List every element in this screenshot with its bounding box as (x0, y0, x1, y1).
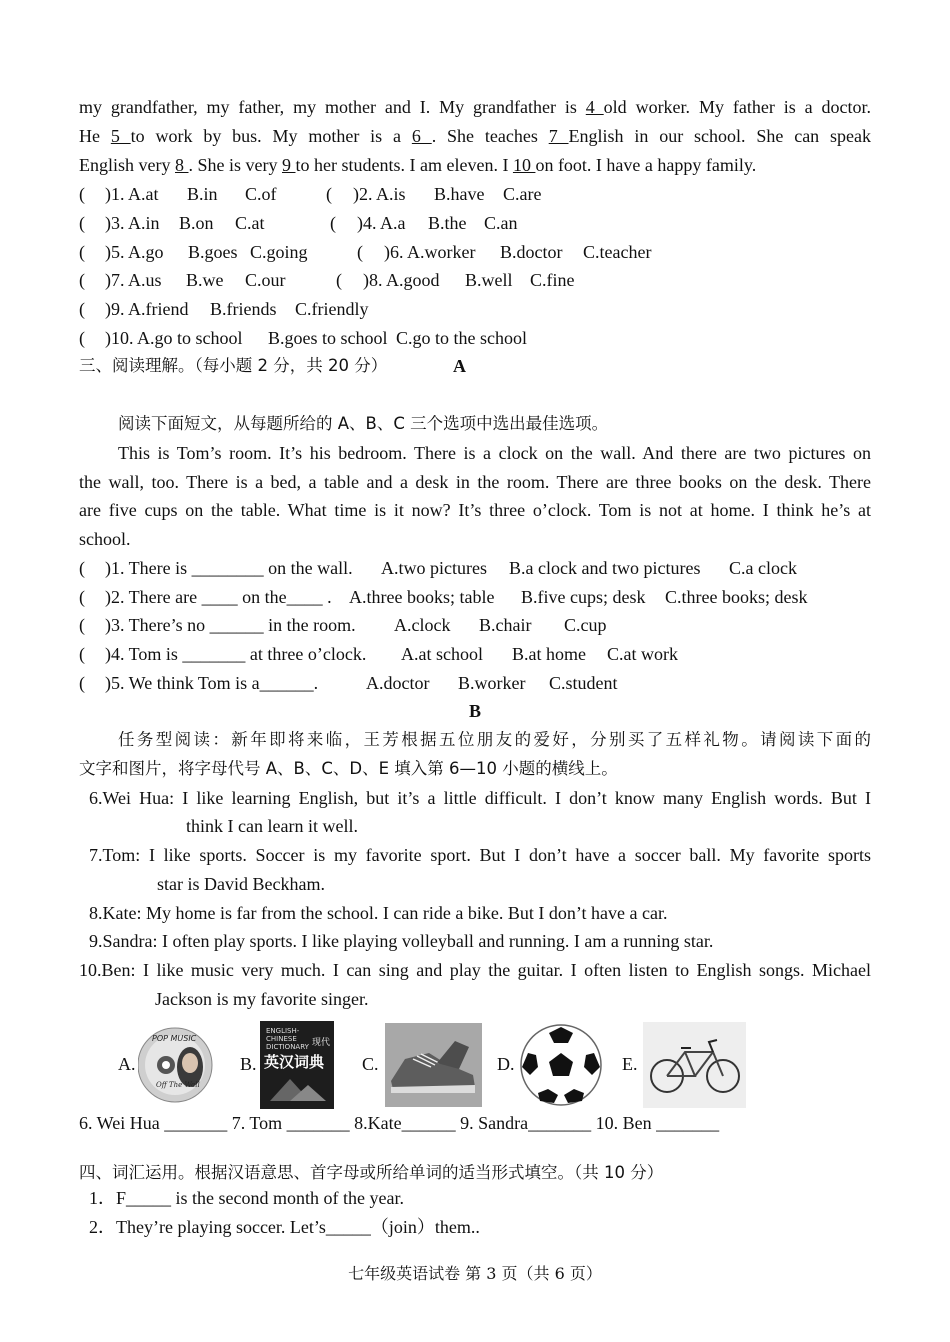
passage-line: This is Tom’s room. It’s his bedroom. There is a clock on the wall. And there are two pictures on (118, 443, 871, 463)
cloze-question-row (79, 184, 871, 204)
text: on foot. I have a happy family. (535, 155, 757, 175)
text: to work by bus. My mother is a (130, 126, 412, 146)
option-c: C.student (549, 673, 618, 693)
answer-paren[interactable]: ( (79, 270, 85, 290)
svg-text:现代: 现代 (312, 1038, 331, 1048)
option-b: B.the (428, 213, 467, 233)
text: old worker. My father is a doctor. (603, 97, 871, 117)
cloze-line-3 (79, 155, 871, 175)
option-c: C.are (503, 184, 542, 204)
bicycle-image (643, 1022, 746, 1108)
svg-text:英汉词典: 英汉词典 (264, 1053, 325, 1071)
answer-paren[interactable]: ( (357, 242, 363, 262)
option-a: )5. A.go (105, 242, 164, 262)
answer-paren[interactable]: ( (79, 615, 85, 635)
vocab-item: 2．They’re playing soccer. Let’s_____（join）them.. (89, 1217, 480, 1237)
option-c: C.friendly (295, 299, 369, 319)
reading-question-row (79, 644, 871, 664)
section-title: 三、阅读理解。（每小题 2 分，共 20 分） (79, 356, 388, 375)
question-stem: )1. There is ________ on the wall. (105, 558, 353, 578)
option-a: )1. A.at (105, 184, 159, 204)
option-b: B.a clock and two pictures (509, 558, 701, 578)
instruction: 阅读下面短文，从每题所给的 A、B、C 三个选项中选出最佳选项。 (118, 414, 609, 433)
statement-wei-hua: 6.Wei Hua: I like learning English, but it’s a little difficult. I don’t know many English words. But I (89, 788, 871, 808)
option-a: A.doctor (366, 673, 430, 693)
option-a: A.at school (401, 644, 483, 664)
answer-paren[interactable]: ( (336, 270, 342, 290)
answer-paren[interactable]: ( (79, 558, 85, 578)
svg-text:Off The Wall: Off The Wall (156, 1081, 200, 1089)
text: . She teaches (431, 126, 549, 146)
option-c: C.cup (564, 615, 607, 635)
cloze-question-row (79, 328, 871, 348)
text: English very (79, 155, 175, 175)
answer-ben[interactable]: 10. Ben _______ (595, 1113, 720, 1133)
option-c: C.of (245, 184, 277, 204)
statement-continuation: Jackson is my favorite singer. (155, 989, 369, 1009)
answer-paren[interactable]: ( (79, 184, 85, 204)
answer-line (79, 1113, 871, 1133)
svg-text:ENGLISH-: ENGLISH- (266, 1027, 300, 1035)
reading-question-row (79, 615, 871, 635)
option-b: B.goes to school (268, 328, 388, 348)
answer-sandra[interactable]: 9. Sandra_______ (460, 1113, 596, 1133)
blank-9: 9 (282, 155, 296, 175)
blank-10: 10 (512, 155, 536, 175)
option-c: C.at work (607, 644, 678, 664)
answer-paren[interactable]: ( (326, 184, 332, 204)
blank-5: 5 (110, 126, 131, 146)
reading-question-row (79, 673, 871, 693)
option-a: )7. A.us (105, 270, 162, 290)
option-a: A.clock (394, 615, 451, 635)
answer-paren[interactable]: ( (79, 587, 85, 607)
section-heading (79, 356, 871, 376)
option-b: B.well (465, 270, 513, 290)
statement-sandra: 9.Sandra: I often play sports. I like playing volleyball and running. I am a running star. (89, 931, 714, 951)
option-c: C.teacher (583, 242, 652, 262)
answer-paren[interactable]: ( (79, 328, 85, 348)
option-b: B.goes (188, 242, 238, 262)
passage-line: the wall, too. There is a bed, a table and a desk in the room. There are three books on the desk. There (79, 472, 871, 492)
answer-wei-hua[interactable]: 6. Wei Hua _______ (79, 1113, 232, 1133)
option-a: )8. A.good (363, 270, 440, 290)
cloze-question-row (79, 213, 871, 233)
option-b: B.at home (512, 644, 586, 664)
text: . She is very (188, 155, 282, 175)
option-a: )3. A.in (105, 213, 160, 233)
choice-label-b: B. (240, 1054, 257, 1074)
option-b: B.we (186, 270, 224, 290)
option-a: )2. A.is (353, 184, 406, 204)
choice-label-e: E. (622, 1054, 638, 1074)
option-b: B.worker (458, 673, 526, 693)
question-stem: )2. There are ____ on the____ . (105, 587, 332, 607)
option-b: B.friends (210, 299, 277, 319)
option-a: )6. A.worker (384, 242, 476, 262)
answer-paren[interactable]: ( (79, 299, 85, 319)
cd-image (138, 1023, 213, 1107)
cloze-line-2 (79, 126, 871, 146)
choice-label-c: C. (362, 1054, 379, 1074)
part-label: A (453, 356, 466, 376)
statement-continuation: star is David Beckham. (157, 874, 325, 894)
option-b: B.have (434, 184, 485, 204)
statement-kate: 8.Kate: My home is far from the school. I can ride a bike. But I don’t have a car. (89, 903, 668, 923)
option-c: C.three books; desk (665, 587, 808, 607)
blank-6: 6 (411, 126, 432, 146)
option-a: )9. A.friend (105, 299, 189, 319)
option-c: C.fine (530, 270, 575, 290)
blank-8: 8 (175, 155, 189, 175)
answer-tom[interactable]: 7. Tom _______ (231, 1113, 355, 1133)
statement-ben: 10.Ben: I like music very much. I can sing and play the guitar. I often listen to English songs. Michael (79, 960, 871, 980)
text: my grandfather, my father, my mother and I. My grandfather is (79, 97, 586, 117)
question-stem: )5. We think Tom is a______. (105, 673, 319, 693)
answer-paren[interactable]: ( (79, 213, 85, 233)
option-c: C.our (245, 270, 286, 290)
cloze-question-row (79, 299, 871, 319)
choice-label-d: D. (497, 1054, 515, 1074)
page-footer: 七年级英语试卷 第 3 页（共 6 页） (348, 1264, 602, 1283)
option-c: C.an (484, 213, 518, 233)
svg-text:DICTIONARY: DICTIONARY (266, 1043, 309, 1051)
reading-question-row (79, 558, 871, 578)
option-c: C.go to the school (396, 328, 527, 348)
answer-paren[interactable]: ( (79, 673, 85, 693)
cloze-question-row (79, 242, 871, 262)
vocab-item: 1．F_____ is the second month of the year. (89, 1188, 404, 1208)
option-a: A.two pictures (381, 558, 487, 578)
answer-kate[interactable]: 8.Kate______ (354, 1113, 461, 1133)
text: He (79, 126, 111, 146)
option-a: )10. A.go to school (105, 328, 243, 348)
option-c: C.at (235, 213, 265, 233)
task-intro: 文字和图片，将字母代号 A、B、C、D、E 填入第 6—10 小题的横线上。 (79, 759, 618, 778)
option-b: B.five cups; desk (521, 587, 646, 607)
option-c: C.a clock (729, 558, 797, 578)
option-b: B.in (187, 184, 218, 204)
svg-text:POP MUSIC: POP MUSIC (152, 1034, 197, 1043)
passage-line: school. (79, 529, 131, 549)
statement-continuation: think I can learn it well. (186, 816, 358, 836)
text: English in our school. She can speak (568, 126, 872, 146)
question-stem: )3. There’s no ______ in the room. (105, 615, 356, 635)
part-label: B (468, 701, 481, 721)
option-b: B.chair (479, 615, 532, 635)
blank-4: 4 (585, 97, 604, 117)
passage-line: are five cups on the table. What time is it now? It’s three o’clock. Tom is not at home. I think he’s at (79, 500, 871, 520)
text: to her students. I am eleven. I (295, 155, 513, 175)
reading-question-row (79, 587, 871, 607)
option-b: B.on (179, 213, 214, 233)
option-a: )4. A.a (357, 213, 406, 233)
option-a: A.three books; table (349, 587, 495, 607)
soccer-ball-image (518, 1023, 604, 1107)
option-b: B.doctor (500, 242, 563, 262)
cloze-question-row (79, 270, 871, 290)
statement-tom: 7.Tom: I like sports. Soccer is my favorite sport. But I don’t have a soccer ball. My favorite sports (89, 845, 871, 865)
answer-paren[interactable]: ( (330, 213, 336, 233)
cloze-line-1 (79, 97, 871, 117)
sneaker-image (385, 1023, 482, 1107)
section-heading: 四、词汇运用。根据汉语意思、首字母或所给单词的适当形式填空。（共 10 分） (79, 1163, 664, 1182)
task-intro: 任务型阅读：新年即将来临，王芳根据五位朋友的爱好，分别买了五样礼物。请阅读下面的 (118, 730, 871, 749)
option-c: C.going (250, 242, 308, 262)
question-stem: )4. Tom is _______ at three o’clock. (105, 644, 367, 664)
blank-7: 7 (548, 126, 569, 146)
answer-paren[interactable]: ( (79, 242, 85, 262)
dictionary-image (260, 1021, 334, 1109)
svg-text:CHINESE: CHINESE (266, 1035, 297, 1043)
choice-label-a: A. (118, 1054, 136, 1074)
answer-paren[interactable]: ( (79, 644, 85, 664)
